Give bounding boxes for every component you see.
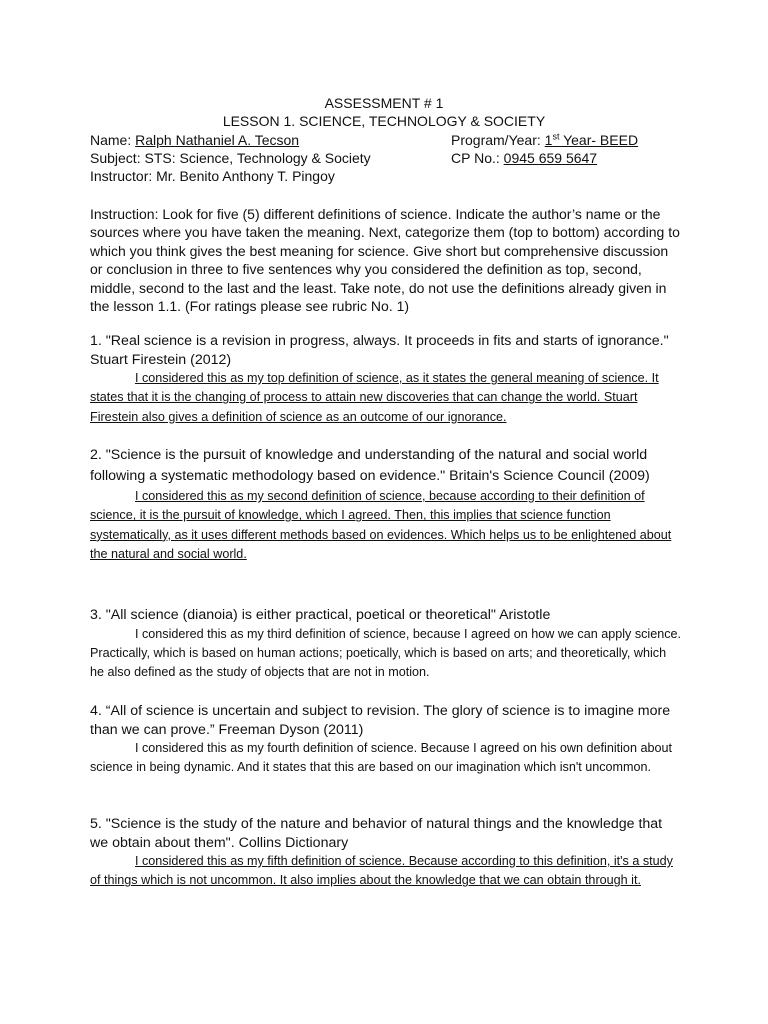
definition-comment: I considered this as my top definition of science, as it states the general meaning of science. It states that it is the changing of process to attain new discoveries that can change the world. Stuart Firestein also gives a definition of science as an outcome of our ignorance. [90, 371, 659, 424]
definition-quote: 2. "Science is the pursuit of knowledge and understanding of the natural and social world following a systematic methodology based on evidence." Britain's Science Council (2009) [90, 447, 650, 484]
definition-item-4 [90, 702, 682, 778]
definition-item-2 [90, 445, 682, 565]
subject-line [90, 149, 371, 167]
assessment-title: ASSESSMENT # 1 [324, 95, 444, 111]
program-value-rest: Year- BEED [559, 132, 639, 148]
definition-comment: I considered this as my fourth definition of science. Because I agreed on his own definition about science in being dynamic. And it states that this are based on our imagination which isn't uncommon. [90, 741, 672, 775]
name-value: Ralph Nathaniel A. Tecson [135, 132, 300, 148]
definition-quote: 1. "Real science is a revision in progress, always. It proceeds in fits and starts of ignorance." Stuart Firestein (2012) [90, 333, 669, 368]
program-value [545, 132, 638, 148]
cp-line [451, 149, 597, 167]
definition-quote: 3. "All science (dianoia) is either practical, poetical or theoretical" Aristotle [90, 607, 551, 623]
definition-comment: I considered this as my third definition of science, because I agreed on how we can apply science. Practically, which is based on human actions; poetically, which is based on arts; and theoretically, which he also defined as the study of objects that are not in motion. [90, 626, 682, 680]
cp-label: CP No.: [451, 150, 504, 166]
program-label: Program/Year: [451, 132, 545, 148]
definition-quote: 4. “All of science is uncertain and subject to revision. The glory of science is to imagine more than we can prove.” Freeman Dyson (2011) [90, 703, 671, 738]
definition-item-5 [90, 815, 682, 891]
subject-value: STS: Science, Technology & Society [144, 150, 371, 166]
definition-item-3 [90, 606, 682, 683]
instructor-line [90, 167, 335, 185]
program-year-suffix: st [552, 131, 560, 142]
definition-comment: I considered this as my fifth definition of science. Because according to this definition, it's a study of things which is not uncommon. It also implies about the knowledge that we can obtain through it. [90, 854, 673, 888]
definition-item-1 [90, 332, 682, 427]
program-year-line [451, 131, 638, 149]
cp-value: 0945 659 5647 [503, 150, 598, 166]
lesson-title: LESSON 1. SCIENCE, TECHNOLOGY & SOCIETY [222, 113, 546, 129]
instruction-paragraph: Instruction: Look for five (5) different definitions of science. Indicate the author’s name or the sources where you have taken the meaning. Next, categorize them (top to bottom) according to which you think gives the best meaning for science. Give short but comprehensive discussion or conclusion in three to five sentences why you considered the definition as top, second, middle, second to the last and the least. Take note, do not use the definitions already given in the lesson 1.1. (For ratings please see rubric No. 1) [90, 206, 680, 315]
definition-comment: I considered this as my second definition of science, because according to their definition of science, it is the pursuit of knowledge, which I agreed. Then, this implies that science function systematically, as it uses different methods based on evidences. Which helps us to be enlightened about the natural and social world. [90, 489, 672, 562]
subject-label: Subject: [90, 150, 145, 166]
name-label: Name: [90, 132, 136, 148]
program-year-number: 1 [544, 132, 553, 148]
instructor-label: Instructor: [90, 168, 157, 184]
definition-quote: 5. "Science is the study of the nature and behavior of natural things and the knowledge that we obtain about them". Collins Dictionary [90, 816, 663, 851]
instructor-value: Mr. Benito Anthony T. Pingoy [156, 168, 335, 184]
name-line [90, 131, 299, 149]
